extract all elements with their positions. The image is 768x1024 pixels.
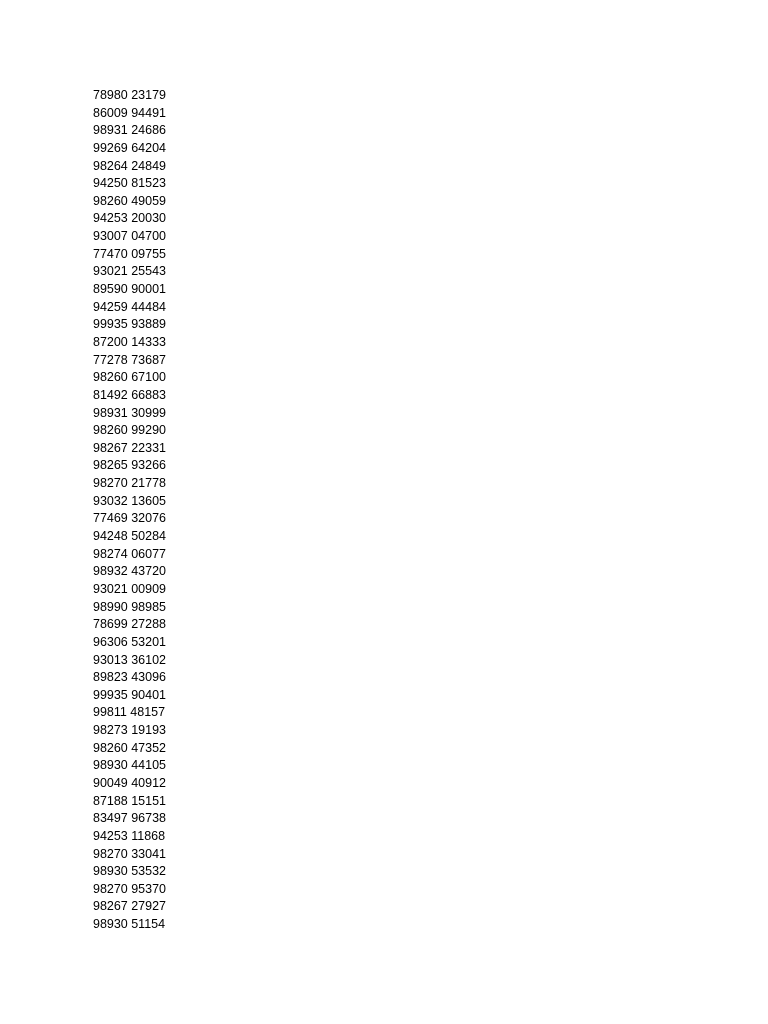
phone-number-entry: 87188 15151 (93, 793, 166, 808)
phone-number-entry: 89823 43096 (93, 670, 166, 685)
phone-number-entry: 98260 47352 (93, 740, 166, 755)
phone-number-entry: 81492 66883 (93, 387, 166, 402)
phone-number-entry: 98260 99290 (93, 423, 166, 438)
phone-number-entry: 98270 21778 (93, 476, 166, 491)
phone-number-entry: 94248 50284 (93, 529, 166, 544)
phone-number-entry: 93032 13605 (93, 493, 166, 508)
phone-number-entry: 99811 48157 (93, 705, 166, 720)
phone-number-entry: 98990 98985 (93, 599, 166, 614)
phone-number-entry: 98260 49059 (93, 193, 166, 208)
phone-number-entry: 98260 67100 (93, 370, 166, 385)
phone-number-entry: 98264 24849 (93, 158, 166, 173)
phone-number-entry: 78980 23179 (93, 88, 166, 102)
phone-number-entry: 90049 40912 (93, 775, 166, 790)
phone-number-entry: 99935 93889 (93, 317, 166, 332)
phone-number-entry: 99935 90401 (93, 687, 166, 702)
phone-number-entry: 98265 93266 (93, 458, 166, 473)
phone-number-entry: 77469 32076 (93, 511, 166, 526)
phone-number-entry: 94250 81523 (93, 176, 166, 191)
phone-number-entry: 98930 53532 (93, 864, 166, 879)
phone-number-entry: 98931 24686 (93, 123, 166, 138)
phone-number-entry: 98273 19193 (93, 723, 166, 738)
phone-number-entry: 98931 30999 (93, 405, 166, 420)
phone-number-entry: 96306 53201 (93, 634, 166, 649)
phone-number-entry: 89590 90001 (93, 282, 166, 297)
phone-number-entry: 94253 20030 (93, 211, 166, 226)
phone-number-entry: 78699 27288 (93, 617, 166, 632)
phone-number-entry: 77278 73687 (93, 352, 166, 367)
phone-number-entry: 99269 64204 (93, 140, 166, 155)
phone-number-entry: 93007 04700 (93, 229, 166, 244)
phone-number-entry: 93021 00909 (93, 581, 166, 596)
phone-number-entry: 98274 06077 (93, 546, 166, 561)
phone-number-entry: 98267 22331 (93, 440, 166, 455)
phone-number-entry: 94259 44484 (93, 299, 166, 314)
phone-number-entry: 93021 25543 (93, 264, 166, 279)
phone-number-entry: 98930 51154 (93, 917, 166, 932)
phone-number-entry: 94253 11868 (93, 828, 166, 843)
phone-number-entry: 83497 96738 (93, 811, 166, 826)
phone-number-entry: 98270 95370 (93, 881, 166, 896)
phone-number-entry: 77470 09755 (93, 246, 166, 261)
phone-number-entry: 93013 36102 (93, 652, 166, 667)
phone-number-entry: 98932 43720 (93, 564, 166, 579)
phone-number-entry: 98267 27927 (93, 899, 166, 914)
phone-number-entry: 98270 33041 (93, 846, 166, 861)
phone-number-list (93, 87, 166, 934)
phone-number-entry: 87200 14333 (93, 334, 166, 349)
phone-number-entry: 98930 44105 (93, 758, 166, 773)
phone-number-entry: 86009 94491 (93, 105, 166, 120)
